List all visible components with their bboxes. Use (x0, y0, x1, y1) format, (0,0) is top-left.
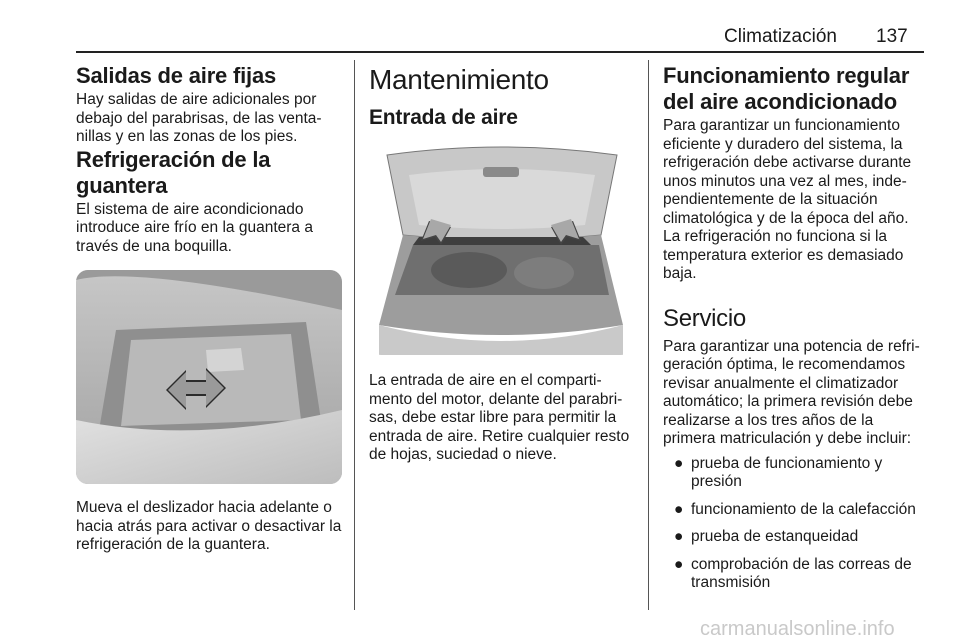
list-item (663, 501, 927, 520)
page-number: 137 (876, 26, 908, 47)
column-divider (648, 60, 649, 610)
section-title: Refrigeración de la guantera (76, 146, 271, 198)
watermark: carmanualsonline.info (700, 618, 895, 640)
list-item-text: prueba de estanqueidad (691, 528, 859, 545)
section-title: Salidas de aire fijas (76, 63, 277, 88)
list-item (663, 528, 927, 547)
section-body: El sistema de aire acondicionado introduce aire frío en la guantera a través de una boquilla. (76, 200, 313, 255)
list-item (663, 455, 927, 492)
column-right (663, 63, 927, 602)
header-rule (76, 51, 924, 53)
list-item-text: comprobación de las correas de transmisión (691, 555, 912, 591)
section-body: Para garantizar una potencia de refri-geración óptima, le recomendamos revisar anualmente el climatizador automático; la primera revisión debe realizarse a los tres años de la primera matriculación y debe incluir: (663, 337, 920, 447)
service-checklist (663, 455, 927, 593)
list-item-text: funcionamiento de la calefacción (691, 500, 916, 518)
image-caption: Mueva el deslizador hacia adelante o hacia atrás para activar o desactivar la refrigeración de la guantera. (76, 499, 342, 553)
engine-bay-illustration (369, 145, 633, 355)
column-middle (369, 63, 633, 465)
column-left (76, 63, 342, 555)
running-header-title: Climatización (724, 26, 837, 47)
bullet-icon: ● (674, 555, 684, 573)
section-title: Funcionamiento regular del aire acondicionado (663, 63, 910, 114)
chapter-title: Mantenimiento (369, 64, 549, 95)
section-body: Para garantizar un funcionamiento eficiente y duradero del sistema, la refrigeración debe activarse durante unos minutos una vez al mes, inde-pendientemente de la situación climatológica y de la época del año. La refrigeración no funciona si la temperatura exterior es demasiado baja. (663, 117, 912, 282)
image-caption: La entrada de aire en el comparti-mento del motor, delante del parabri-sas, debe estar libre para permitir la entrada de aire. Retire cualquier resto de hojas, suciedad o nieve. (369, 372, 630, 463)
section-title: Entrada de aire (369, 106, 518, 129)
glovebox-illustration (76, 270, 342, 484)
bullet-icon: ● (674, 500, 684, 518)
list-item-text: prueba de funcionamiento y presión (691, 454, 883, 490)
bullet-icon: ● (674, 528, 684, 545)
column-divider (354, 60, 355, 610)
list-item (663, 556, 927, 593)
section-body: Hay salidas de aire adicionales por debajo del parabrisas, de las venta-nillas y en las zonas de los pies. (76, 91, 322, 145)
section-title: Servicio (663, 304, 746, 332)
bullet-icon: ● (674, 454, 684, 472)
